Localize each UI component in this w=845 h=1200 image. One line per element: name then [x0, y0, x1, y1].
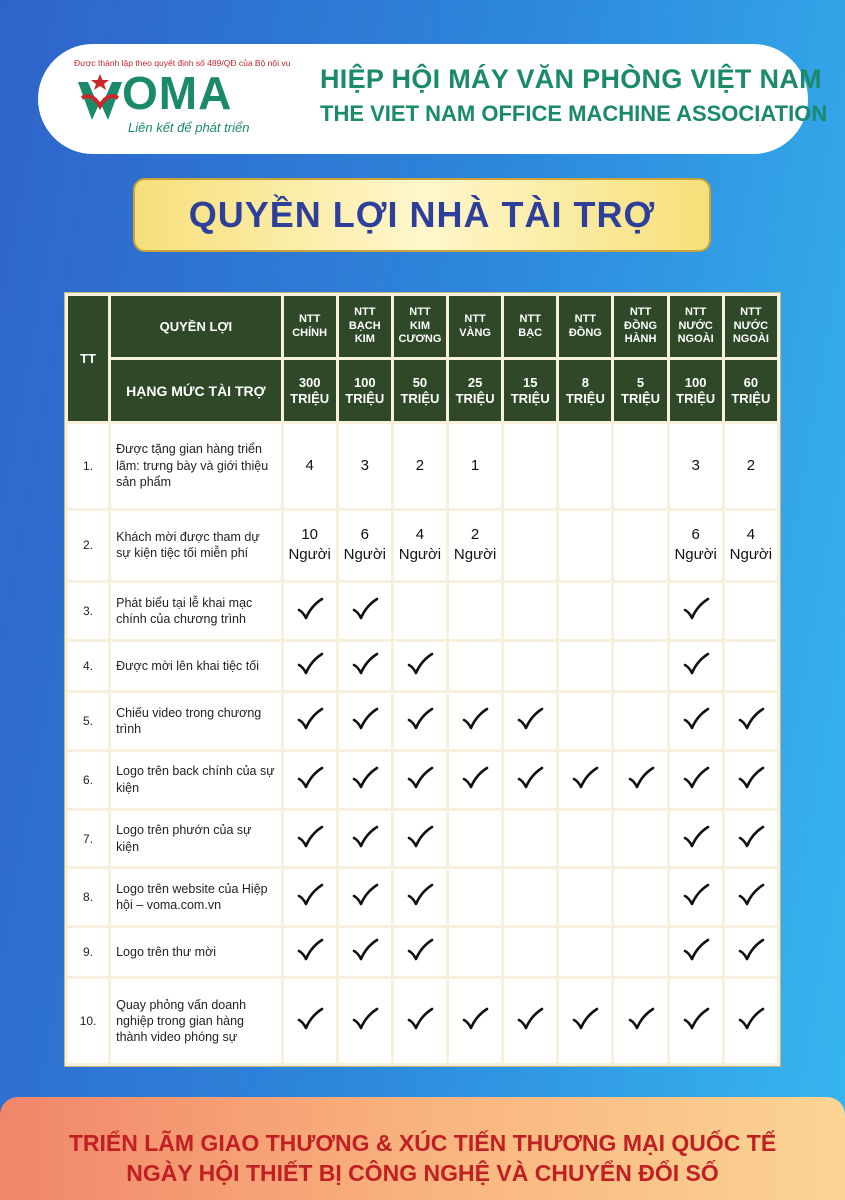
benefit-description: Logo trên thư mời — [111, 928, 280, 976]
checkmark-cell — [725, 811, 777, 867]
tier-amount — [670, 360, 722, 421]
tier-header — [504, 296, 556, 357]
benefit-description: Được mời lên khai tiệc tối — [111, 642, 280, 690]
checkmark-cell — [670, 811, 722, 867]
checkmark-cell — [394, 693, 446, 749]
checkmark-icon — [737, 1007, 765, 1031]
empty-cell — [614, 811, 666, 867]
empty-cell — [504, 811, 556, 867]
checkmark-icon — [461, 1007, 489, 1031]
checkmark-icon — [406, 766, 434, 790]
cell-value: 6 — [691, 526, 700, 544]
cell-value: 2 — [415, 456, 425, 474]
checkmark-cell — [504, 752, 556, 808]
value-cell — [394, 511, 446, 581]
empty-cell — [394, 583, 446, 639]
tier-amount-label: TRIỆU — [565, 390, 605, 406]
checkmark-cell — [284, 811, 336, 867]
cell-value: Người — [343, 546, 386, 564]
logo-book-star-icon — [76, 72, 124, 128]
row-number: 1. — [68, 424, 108, 508]
row-number: 8. — [68, 869, 108, 925]
checkmark-cell — [449, 979, 501, 1063]
tier-label: NTT — [354, 305, 376, 318]
row-number: 3. — [68, 583, 108, 639]
tier-header — [614, 296, 666, 357]
tier-header — [559, 296, 611, 357]
checkmark-icon — [406, 707, 434, 731]
empty-cell — [559, 869, 611, 925]
benefit-description: Logo trên phướn của sự kiện — [111, 811, 280, 867]
tier-label: NTT — [574, 312, 597, 325]
tier-amount-label: 60 — [743, 374, 759, 390]
checkmark-cell — [339, 693, 391, 749]
empty-cell — [614, 928, 666, 976]
checkmark-icon — [351, 938, 379, 962]
value-cell — [339, 511, 391, 581]
tier-amount — [449, 360, 501, 421]
checkmark-icon — [516, 766, 544, 790]
table-row — [68, 752, 777, 808]
checkmark-cell — [449, 752, 501, 808]
checkmark-cell — [670, 583, 722, 639]
value-cell — [449, 424, 501, 508]
checkmark-cell — [670, 869, 722, 925]
checkmark-cell — [725, 928, 777, 976]
value-cell — [670, 511, 722, 581]
tier-label: ĐỒNG — [568, 326, 602, 339]
row-number: 7. — [68, 811, 108, 867]
checkmark-cell — [394, 979, 446, 1063]
checkmark-cell — [504, 693, 556, 749]
checkmark-icon — [682, 597, 710, 621]
checkmark-icon — [627, 1007, 655, 1031]
value-cell — [670, 424, 722, 508]
checkmark-icon — [571, 766, 599, 790]
cell-value: 3 — [691, 456, 700, 474]
empty-cell — [559, 583, 611, 639]
value-cell — [339, 424, 391, 508]
checkmark-cell — [670, 979, 722, 1063]
benefit-description: Khách mời được tham dự sự kiện tiệc tối miễn phí — [111, 511, 280, 581]
cell-value: Người — [453, 546, 497, 564]
empty-cell — [504, 928, 556, 976]
cell-value: Người — [674, 546, 717, 564]
empty-cell — [559, 642, 611, 690]
tier-label: KIM — [354, 333, 375, 346]
checkmark-cell — [284, 869, 336, 925]
cell-value: 4 — [415, 526, 425, 544]
checkmark-icon — [516, 707, 544, 731]
tier-label: NGOÀI — [732, 333, 769, 346]
checkmark-icon — [296, 938, 324, 962]
checkmark-icon — [406, 825, 434, 849]
tier-header — [670, 296, 722, 357]
checkmark-cell — [670, 752, 722, 808]
cell-value: Người — [398, 546, 442, 564]
tier-header — [725, 296, 777, 357]
tier-label: NTT — [409, 305, 431, 318]
checkmark-cell — [339, 752, 391, 808]
checkmark-cell — [339, 811, 391, 867]
checkmark-icon — [682, 652, 710, 676]
tier-amount — [559, 360, 611, 421]
benefit-description: Phát biểu tại lễ khai mạc chính của chương trình — [111, 583, 280, 639]
table-row — [68, 928, 777, 976]
cell-value: Người — [288, 546, 331, 564]
empty-cell — [725, 642, 777, 690]
tier-label: CƯƠNG — [398, 333, 442, 346]
checkmark-cell — [284, 979, 336, 1063]
empty-cell — [449, 583, 501, 639]
empty-cell — [504, 642, 556, 690]
tier-amount — [284, 360, 336, 421]
empty-cell — [559, 693, 611, 749]
checkmark-icon — [296, 825, 324, 849]
checkmark-icon — [351, 652, 379, 676]
tier-amount-label: 5 — [636, 374, 645, 390]
checkmark-cell — [725, 869, 777, 925]
tier-label: NTT — [740, 305, 762, 318]
checkmark-cell — [614, 752, 666, 808]
checkmark-cell — [670, 693, 722, 749]
checkmark-cell — [725, 979, 777, 1063]
brand-name: OMA — [122, 67, 233, 119]
tier-label: NƯỚC — [678, 319, 713, 332]
brand-slogan: Liên kết để phát triển — [128, 120, 250, 135]
checkmark-icon — [516, 1007, 544, 1031]
tier-label: VÀNG — [459, 326, 491, 339]
row-number: 5. — [68, 693, 108, 749]
checkmark-icon — [351, 825, 379, 849]
table-row — [68, 511, 777, 581]
tier-amount-label: 100 — [684, 374, 707, 390]
checkmark-cell — [339, 642, 391, 690]
benefit-description: Quay phỏng vấn doanh nghiệp trong gian hàng thành video phóng sự — [111, 979, 280, 1063]
checkmark-icon — [296, 883, 324, 907]
value-cell — [284, 424, 336, 508]
value-cell — [284, 511, 336, 581]
tier-label: CHÍNH — [292, 326, 328, 339]
tier-label: NTT — [684, 305, 707, 318]
empty-cell — [559, 511, 611, 581]
checkmark-icon — [406, 652, 434, 676]
tier-amount-label: TRIỆU — [455, 390, 495, 406]
page-title-banner — [133, 178, 711, 252]
footer-banner — [0, 1097, 845, 1200]
checkmark-icon — [296, 766, 324, 790]
tier-label: HÀNH — [624, 333, 657, 346]
tier-header — [394, 296, 446, 357]
empty-cell — [449, 642, 501, 690]
checkmark-icon — [682, 883, 710, 907]
cell-value: 2 — [470, 526, 480, 544]
voma-logo — [70, 56, 320, 146]
empty-cell — [449, 928, 501, 976]
tt-header: TT — [68, 296, 108, 421]
checkmark-cell — [284, 752, 336, 808]
organization-name — [320, 64, 828, 127]
tier-amount-label: TRIỆU — [400, 390, 440, 406]
tier-header — [449, 296, 501, 357]
benefit-description: Logo trên back chính của sự kiện — [111, 752, 280, 808]
row-number: 2. — [68, 511, 108, 581]
checkmark-icon — [351, 1007, 379, 1031]
checkmark-cell — [670, 642, 722, 690]
checkmark-cell — [284, 583, 336, 639]
checkmark-cell — [284, 928, 336, 976]
tier-amount-label: TRIỆU — [290, 390, 330, 406]
tier-amount — [394, 360, 446, 421]
checkmark-icon — [737, 766, 765, 790]
cell-value: 4 — [305, 456, 314, 474]
tier-amount-label: TRIỆU — [621, 390, 660, 406]
checkmark-icon — [682, 1007, 710, 1031]
checkmark-icon — [737, 825, 765, 849]
benefit-description: Logo trên website của Hiệp hội – voma.com.vn — [111, 869, 280, 925]
checkmark-icon — [682, 766, 710, 790]
tier-label: ĐỒNG — [624, 319, 657, 332]
value-cell — [725, 424, 777, 508]
tier-amount-label: 100 — [353, 374, 376, 390]
tier-amount-label: TRIỆU — [510, 390, 550, 406]
tier-label: NGOÀI — [677, 333, 714, 346]
empty-cell — [614, 869, 666, 925]
checkmark-cell — [614, 979, 666, 1063]
checkmark-icon — [406, 1007, 434, 1031]
checkmark-icon — [682, 825, 710, 849]
tier-label: NTT — [629, 305, 652, 318]
empty-cell — [449, 869, 501, 925]
checkmark-icon — [461, 766, 489, 790]
cell-value: 6 — [360, 526, 369, 544]
checkmark-cell — [449, 693, 501, 749]
checkmark-cell — [725, 693, 777, 749]
empty-cell — [559, 928, 611, 976]
tier-label: BẠCH — [348, 319, 381, 332]
table-row — [68, 583, 777, 639]
checkmark-icon — [351, 766, 379, 790]
cell-value: 3 — [360, 456, 369, 474]
checkmark-cell — [559, 752, 611, 808]
checkmark-cell — [284, 642, 336, 690]
empty-cell — [559, 811, 611, 867]
benefit-description: Được tặng gian hàng triển lãm: trưng bày và giới thiệu sản phẩm — [111, 424, 280, 508]
tier-amount — [725, 360, 777, 421]
checkmark-cell — [339, 583, 391, 639]
row-number: 6. — [68, 752, 108, 808]
checkmark-cell — [394, 869, 446, 925]
table-row — [68, 811, 777, 867]
checkmark-icon — [351, 597, 379, 621]
checkmark-icon — [627, 766, 655, 790]
checkmark-icon — [351, 883, 379, 907]
checkmark-icon — [406, 883, 434, 907]
table-row — [68, 979, 777, 1063]
tier-amount-label: TRIỆU — [731, 390, 771, 406]
tier-amount — [339, 360, 391, 421]
checkmark-icon — [461, 707, 489, 731]
checkmark-cell — [394, 928, 446, 976]
checkmark-icon — [737, 707, 765, 731]
empty-cell — [504, 869, 556, 925]
empty-cell — [504, 424, 556, 508]
cell-value: Người — [729, 546, 773, 564]
empty-cell — [504, 511, 556, 581]
table-row — [68, 424, 777, 508]
checkmark-icon — [296, 652, 324, 676]
footer-line-1: TRIỂN LÃM GIAO THƯƠNG & XÚC TIẾN THƯƠNG MẠI QUỐC TẾ — [68, 1130, 777, 1156]
page-title: QUYỀN LỢI NHÀ TÀI TRỢ — [188, 194, 656, 235]
sponsor-benefits-table — [64, 292, 781, 1067]
benefit-description: Chiếu video trong chương trình — [111, 693, 280, 749]
row-number: 9. — [68, 928, 108, 976]
org-name-english: THE VIET NAM OFFICE MACHINE ASSOCIATION — [320, 101, 828, 126]
checkmark-cell — [559, 979, 611, 1063]
empty-cell — [449, 811, 501, 867]
tier-amount-label: TRIỆU — [345, 390, 385, 406]
checkmark-icon — [296, 1007, 324, 1031]
row-number: 10. — [68, 979, 108, 1063]
checkmark-icon — [296, 707, 324, 731]
tier-header — [284, 296, 336, 357]
empty-cell — [614, 642, 666, 690]
benefit-header: QUYỀN LỢI — [111, 296, 280, 357]
table-row — [68, 693, 777, 749]
table-row — [68, 869, 777, 925]
checkmark-cell — [670, 928, 722, 976]
footer-line-2: NGÀY HỘI THIẾT BỊ CÔNG NGHỆ VÀ CHUYỂN ĐỔI SỐ — [126, 1160, 719, 1186]
value-cell — [449, 511, 501, 581]
value-cell — [394, 424, 446, 508]
tier-label: NƯỚC — [733, 319, 769, 332]
tier-label: KIM — [409, 319, 431, 332]
empty-cell — [725, 583, 777, 639]
empty-cell — [614, 511, 666, 581]
cell-value: 2 — [746, 456, 756, 474]
checkmark-cell — [725, 752, 777, 808]
checkmark-icon — [682, 938, 710, 962]
checkmark-cell — [394, 752, 446, 808]
founding-note: Được thành lập theo quyết định số 489/QĐ của Bộ nội vụ — [74, 58, 291, 68]
empty-cell — [614, 693, 666, 749]
checkmark-cell — [394, 642, 446, 690]
checkmark-cell — [339, 979, 391, 1063]
tier-header — [339, 296, 391, 357]
empty-cell — [614, 583, 666, 639]
tier-amount — [614, 360, 666, 421]
empty-cell — [504, 583, 556, 639]
empty-cell — [559, 424, 611, 508]
row-number: 4. — [68, 642, 108, 690]
tier-amount-label: 15 — [522, 374, 538, 390]
amount-header: HẠNG MỨC TÀI TRỢ — [111, 360, 280, 421]
checkmark-icon — [737, 883, 765, 907]
cell-value: 10 — [301, 526, 318, 544]
checkmark-cell — [394, 811, 446, 867]
checkmark-icon — [737, 938, 765, 962]
header-banner — [38, 44, 828, 154]
empty-cell — [614, 424, 666, 508]
checkmark-icon — [682, 707, 710, 731]
tier-amount-label: 25 — [467, 374, 483, 390]
tier-label: NTT — [464, 312, 486, 325]
checkmark-icon — [296, 597, 324, 621]
checkmark-icon — [571, 1007, 599, 1031]
checkmark-cell — [284, 693, 336, 749]
cell-value: 1 — [470, 456, 480, 474]
checkmark-cell — [504, 979, 556, 1063]
tier-amount-label: 8 — [581, 374, 589, 390]
tier-label: NTT — [519, 312, 541, 325]
tier-label: NTT — [298, 312, 321, 325]
checkmark-icon — [351, 707, 379, 731]
table-row — [68, 642, 777, 690]
tier-amount-label: TRIỆU — [676, 390, 716, 406]
tier-label: BẠC — [518, 326, 543, 339]
tier-amount-label: 300 — [298, 374, 321, 390]
tier-amount — [504, 360, 556, 421]
org-name-vietnamese: HIỆP HỘI MÁY VĂN PHÒNG VIỆT NAM — [320, 64, 822, 94]
tier-amount-label: 50 — [412, 374, 428, 390]
checkmark-cell — [339, 869, 391, 925]
checkmark-icon — [406, 938, 434, 962]
checkmark-cell — [339, 928, 391, 976]
value-cell — [725, 511, 777, 581]
cell-value: 4 — [746, 526, 756, 544]
